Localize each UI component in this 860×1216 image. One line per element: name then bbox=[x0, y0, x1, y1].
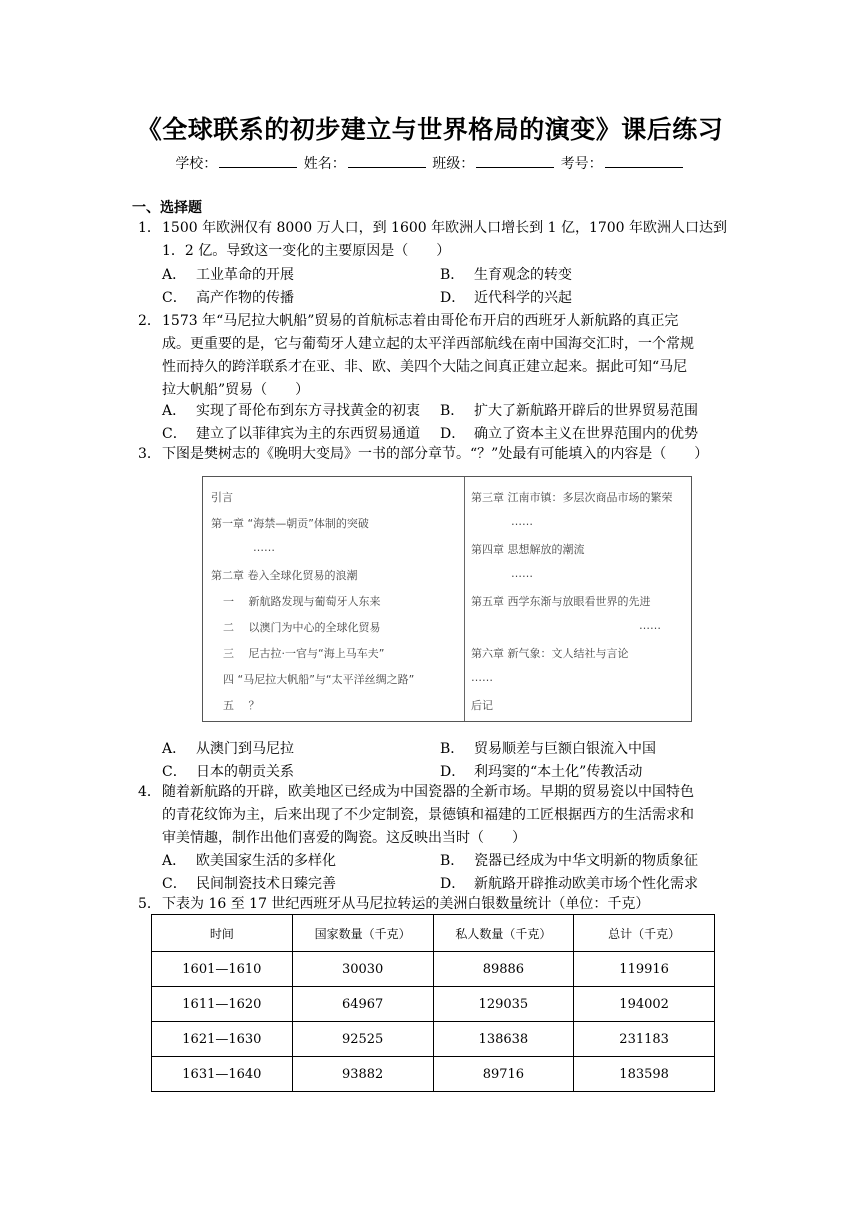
table-cell: 93882 bbox=[292, 1057, 433, 1092]
question-line: 1．2 亿。导致这一变化的主要原因是（ ） bbox=[162, 243, 451, 259]
name-field[interactable] bbox=[348, 155, 426, 168]
option-b[interactable]: B． 贸易顺差与巨额白银流入中国 bbox=[440, 741, 656, 757]
option-d[interactable]: D． 新航路开辟推动欧美市场个性化需求 bbox=[440, 876, 698, 892]
table-cell: 64967 bbox=[292, 987, 433, 1022]
question-number: 4． bbox=[138, 784, 161, 800]
table-row bbox=[152, 1022, 715, 1057]
table-header-row bbox=[152, 915, 715, 952]
option-a[interactable]: A． 从澳门到马尼拉 bbox=[162, 741, 294, 757]
column-header: 国家数量（千克） bbox=[292, 915, 433, 952]
school-field[interactable] bbox=[219, 155, 297, 168]
column-divider bbox=[464, 477, 465, 721]
table-cell: 89886 bbox=[433, 952, 574, 987]
option-d[interactable]: D． 利玛窦的“本土化”传教活动 bbox=[440, 764, 643, 780]
exam-number-field[interactable] bbox=[605, 155, 683, 168]
table-cell: 119916 bbox=[574, 952, 715, 987]
column-header: 总计（千克） bbox=[574, 915, 715, 952]
option-b[interactable]: B． 扩大了新航路开辟后的世界贸易范围 bbox=[440, 403, 698, 419]
table-cell: 30030 bbox=[292, 952, 433, 987]
table-cell: 1611—1620 bbox=[152, 987, 293, 1022]
toc-line: 二 以澳门为中心的全球化贸易 bbox=[223, 621, 381, 634]
toc-line: 后记 bbox=[471, 699, 493, 712]
class-label: 班级： bbox=[432, 156, 475, 172]
toc-line: 四 “马尼拉大帆船”与“太平洋丝绸之路” bbox=[223, 673, 415, 686]
class-field[interactable] bbox=[476, 155, 554, 168]
silver-table bbox=[151, 914, 715, 1092]
toc-line-missing: 五 ？ bbox=[223, 699, 260, 712]
book-contents-image bbox=[202, 476, 692, 722]
toc-line: 第四章 思想解放的潮流 bbox=[471, 543, 585, 556]
name-label: 姓名： bbox=[303, 156, 346, 172]
toc-line: …… bbox=[471, 671, 493, 684]
school-label: 学校： bbox=[175, 156, 218, 172]
table-cell: 183598 bbox=[574, 1057, 715, 1092]
column-header: 私人数量（千克） bbox=[433, 915, 574, 952]
table-cell: 1631—1640 bbox=[152, 1057, 293, 1092]
toc-line: 第六章 新气象：文人结社与言论 bbox=[471, 647, 629, 660]
option-c[interactable]: C． 民间制瓷技术日臻完善 bbox=[162, 876, 336, 892]
table-cell: 231183 bbox=[574, 1022, 715, 1057]
table-cell: 92525 bbox=[292, 1022, 433, 1057]
question-line: 成。更重要的是，它与葡萄牙人建立起的太平洋西部航线在南中国海交汇时，一个常规 bbox=[162, 336, 694, 352]
option-a[interactable]: A． 工业革命的开展 bbox=[162, 267, 294, 283]
question-line: 的青花纹饰为主，后来出现了不少定制瓷，景德镇和福建的工匠根据西方的生活需求和 bbox=[162, 807, 694, 823]
student-info-line bbox=[0, 153, 860, 173]
option-d[interactable]: D． 近代科学的兴起 bbox=[440, 290, 572, 306]
question-number: 5． bbox=[138, 896, 161, 912]
table-row bbox=[152, 952, 715, 987]
table-cell: 89716 bbox=[433, 1057, 574, 1092]
toc-line: …… bbox=[511, 567, 533, 580]
toc-line: 第五章 西学东渐与放眼看世界的先进 bbox=[471, 595, 651, 608]
question-number: 3． bbox=[138, 446, 161, 462]
question-line: 随着新航路的开辟，欧美地区已经成为中国瓷器的全新市场。早期的贸易瓷以中国特色 bbox=[162, 784, 694, 800]
question-line: 性而持久的跨洋联系才在亚、非、欧、美四个大陆之间真正建立起来。据此可知“马尼 bbox=[162, 359, 688, 375]
toc-line: 第三章 江南市镇：多层次商品市场的繁荣 bbox=[471, 491, 673, 504]
page-title: 《全球联系的初步建立与世界格局的演变》课后练习 bbox=[136, 115, 724, 144]
column-header: 时间 bbox=[152, 915, 293, 952]
section-heading: 一、选择题 bbox=[132, 200, 202, 216]
question-line: 下表为 16 至 17 世纪西班牙从马尼拉转运的美洲白银数量统计（单位：千克） bbox=[162, 896, 650, 912]
table-row bbox=[152, 1057, 715, 1092]
question-line: 1573 年“马尼拉大帆船”贸易的首航标志着由哥伦布开启的西班牙人新航路的真正完 bbox=[162, 313, 679, 329]
option-b[interactable]: B． 瓷器已经成为中华文明新的物质象征 bbox=[440, 853, 698, 869]
option-d[interactable]: D． 确立了资本主义在世界范围内的优势 bbox=[440, 426, 698, 442]
question-line: 1500 年欧洲仅有 8000 万人口，到 1600 年欧洲人口增长到 1 亿，1700 年欧洲人口达到 bbox=[162, 220, 728, 236]
table-cell: 1621—1630 bbox=[152, 1022, 293, 1057]
option-c[interactable]: C． 高产作物的传播 bbox=[162, 290, 294, 306]
option-c[interactable]: C． 日本的朝贡关系 bbox=[162, 764, 294, 780]
table-row bbox=[152, 987, 715, 1022]
toc-line: …… bbox=[253, 541, 275, 554]
toc-line: …… bbox=[511, 515, 533, 528]
option-b[interactable]: B． 生育观念的转变 bbox=[440, 267, 572, 283]
question-line: 拉大帆船”贸易（ ） bbox=[162, 382, 310, 398]
table-cell: 138638 bbox=[433, 1022, 574, 1057]
toc-line: 一 新航路发现与葡萄牙人东来 bbox=[223, 595, 381, 608]
toc-line: 三 尼古拉·一官与“海上马车夫” bbox=[223, 647, 385, 660]
toc-line: 第一章 “海禁—朝贡”体制的突破 bbox=[211, 517, 369, 530]
option-a[interactable]: A． 欧美国家生活的多样化 bbox=[162, 853, 336, 869]
option-c[interactable]: C． 建立了以菲律宾为主的东西贸易通道 bbox=[162, 426, 420, 442]
table-cell: 1601—1610 bbox=[152, 952, 293, 987]
toc-line: …… bbox=[639, 619, 661, 632]
question-line: 审美情趣，制作出他们喜爱的陶瓷。这反映出当时（ ） bbox=[162, 830, 526, 846]
table-cell: 194002 bbox=[574, 987, 715, 1022]
question-line: 下图是樊树志的《晚明大变局》一书的部分章节。“？”处最有可能填入的内容是（ ） bbox=[162, 446, 709, 462]
toc-line: 第二章 卷入全球化贸易的浪潮 bbox=[211, 569, 358, 582]
toc-line: 引言 bbox=[211, 491, 233, 504]
question-number: 1． bbox=[138, 220, 161, 236]
option-a[interactable]: A． 实现了哥伦布到东方寻找黄金的初衷 bbox=[162, 403, 420, 419]
table-cell: 129035 bbox=[433, 987, 574, 1022]
question-number: 2． bbox=[138, 313, 161, 329]
exam-number-label: 考号： bbox=[560, 156, 603, 172]
